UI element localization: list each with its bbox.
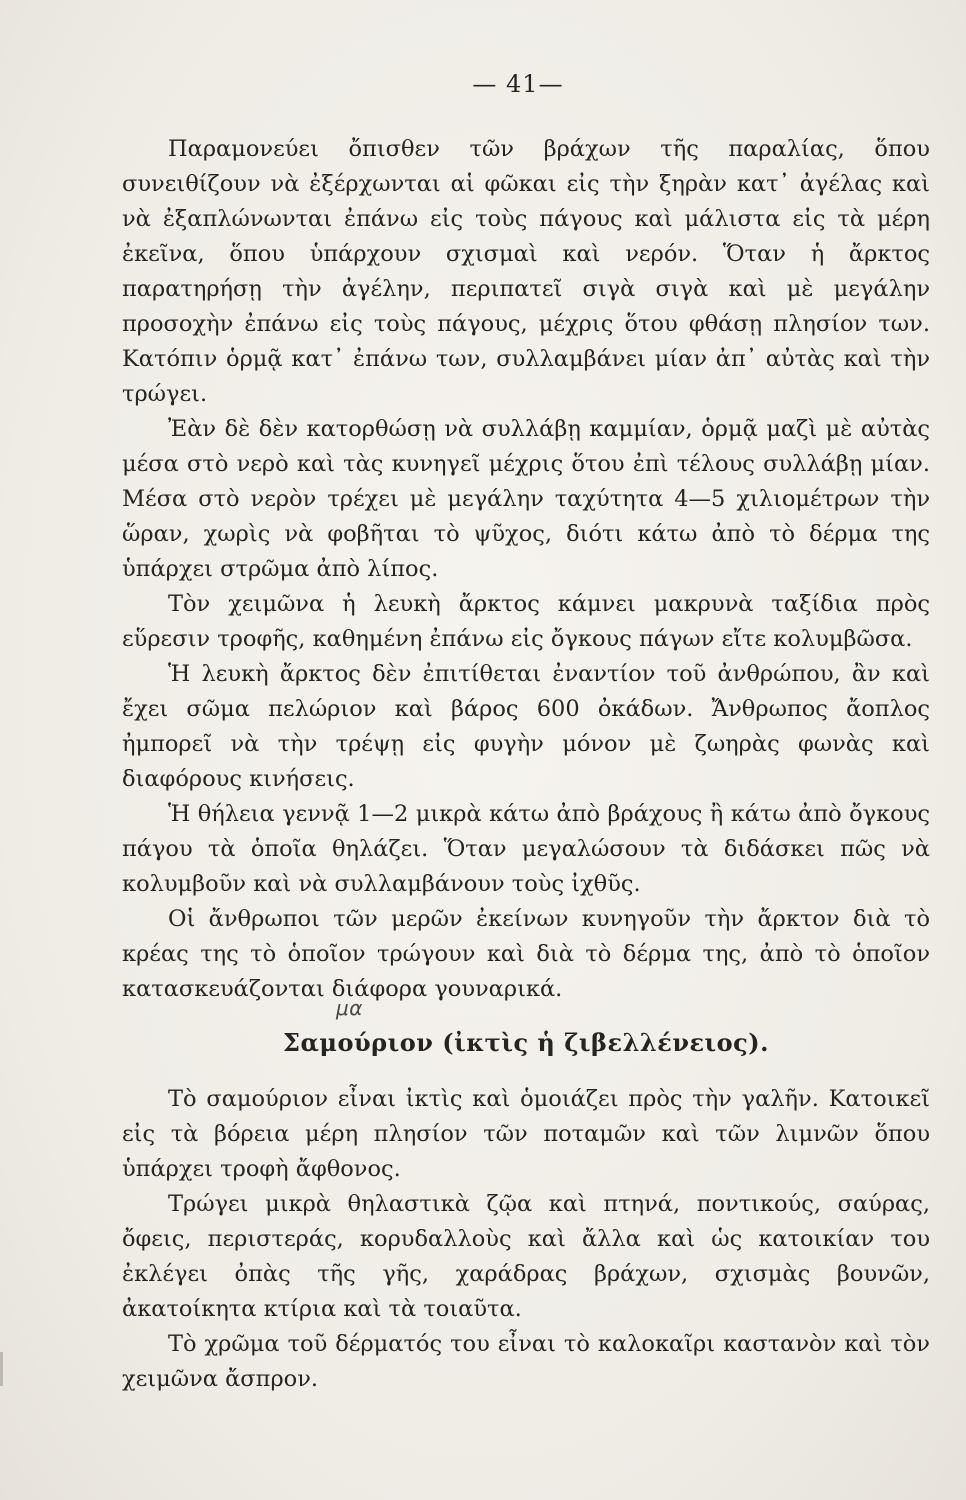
- section-heading: [122, 996, 930, 1060]
- paragraph-temperament: Ἡ λευκὴ ἄρκτος δὲν ἐπιτίθεται ἐναντίον τοῦ ἀνθρώπου, ἂν καὶ ἔχει σῶμα πελώριον καὶ βάρος 600 ὀκάδων. Ἄνθρωπος ἄοπλος ἠμπορεῖ νὰ τὴν τρέψῃ εἰς φυγὴν μόνον μὲ ζωηρὰς φωνὰς καὶ διαφόρους κινήσεις.: [122, 661, 930, 792]
- paragraph-winter-travel: Τὸν χειμῶνα ἡ λευκὴ ἄρκτος κάμνει μακρυνὰ ταξίδια πρὸς εὕρεσιν τροφῆς, καθημένη ἐπάνω εἰς ὄγκους πάγων εἴτε κολυμβῶσα.: [122, 591, 930, 652]
- paragraph-sable-color: Τὸ χρῶμα τοῦ δέρματός του εἶναι τὸ καλοκαῖρι καστανὸν καὶ τὸν χειμῶνα ἄσπρον.: [122, 1331, 930, 1392]
- paragraph-offspring: Ἡ θήλεια γεννᾷ 1—2 μικρὰ κάτω ἀπὸ βράχους ἢ κάτω ἀπὸ ὄγκους πάγου τὰ ὁποῖα θηλάζει. Ὅταν μεγαλώσουν τὰ διδάσκει πῶς νὰ κολυμβοῦν καὶ νὰ συλλαμβάνουν τοὺς ἰχθῦς.: [122, 801, 930, 897]
- paragraph-sable-intro: Τὸ σαμούριον εἶναι ἰκτὶς καὶ ὁμοιάζει πρὸς τὴν γαλῆν. Κατοικεῖ εἰς τὰ βόρεια μέρη πλησίον τῶν ποταμῶν καὶ τῶν λιμνῶν ὅπου ὑπάρχει τροφὴ ἄφθονος.: [122, 1086, 930, 1182]
- paragraph-sable-diet: Τρώγει μικρὰ θηλαστικὰ ζῷα καὶ πτηνά, ποντικούς, σαύρας, ὄφεις, περιστεράς, κορυδαλλοὺς καὶ ἄλλα καὶ ὡς κατοικίαν του ἐκλέγει ὀπὰς τῆς γῆς, χαράδρας βράχων, σχισμὰς βουνῶν, ἀκατοίκητα κτίρια καὶ τὰ τοιαῦτα.: [122, 1191, 930, 1322]
- handwritten-annotation: μα: [336, 996, 363, 1020]
- binding-mark: [0, 1352, 3, 1386]
- paragraph-swimming: Ἐὰν δὲ δὲν κατορθώσῃ νὰ συλλάβῃ καμμίαν, ὁρμᾷ μαζὶ μὲ αὐτὰς μέσα στὸ νερὸ καὶ τὰς κυνηγεῖ μέχρις ὅτου ἐπὶ τέλους συλλάβῃ μίαν. Μέσα στὸ νερὸν τρέχει μὲ μεγάλην ταχύτητα 4—5 χιλιομέτρων τὴν ὥραν, χωρὶς νὰ φοβῆται τὸ ψῦχος, διότι κάτω ἀπὸ τὸ δέρμα της ὑπάρχει στρῶμα ἀπὸ λίπος.: [122, 416, 930, 582]
- body-text: [122, 132, 930, 1397]
- section-title: Σαμούριον (ἰκτὶς ἡ ζιβελλένειος).: [282, 1028, 770, 1057]
- page-number: — 41—: [472, 70, 564, 98]
- paragraph-hunting-uses: Οἱ ἄνθρωποι τῶν μερῶν ἐκείνων κυνηγοῦν τὴν ἄρκτον διὰ τὸ κρέας της τὸ ὁποῖον τρώγουν καὶ διὰ τὸ δέρμα της, ἀπὸ τὸ ὁποῖον κατασκευάζονται διάφορα γουναρικά.: [122, 906, 930, 1002]
- paragraph-seal-hunting: Παραμονεύει ὄπισθεν τῶν βράχων τῆς παραλίας, ὅπου συνειθίζουν νὰ ἐξέρχωνται αἱ φῶκαι εἰς τὴν ξηρὰν κατ᾽ ἀγέλας καὶ νὰ ἐξαπλώνωνται ἐπάνω εἰς τοὺς πάγους καὶ μάλιστα εἰς τὰ μέρη ἐκεῖνα, ὅπου ὑπάρχουν σχισμαὶ καὶ νερόν. Ὅταν ἡ ἄρκτος παρατηρήσῃ τὴν ἀγέλην, περιπατεῖ σιγὰ σιγὰ καὶ μὲ μεγάλην προσοχὴν ἐπάνω εἰς τοὺς πάγους, μέχρις ὅτου φθάσῃ πλησίον των. Κατόπιν ὁρμᾷ κατ᾽ ἐπάνω των, συλλαμβάνει μίαν ἀπ᾽ αὐτὰς καὶ τὴν τρώγει.: [122, 136, 930, 407]
